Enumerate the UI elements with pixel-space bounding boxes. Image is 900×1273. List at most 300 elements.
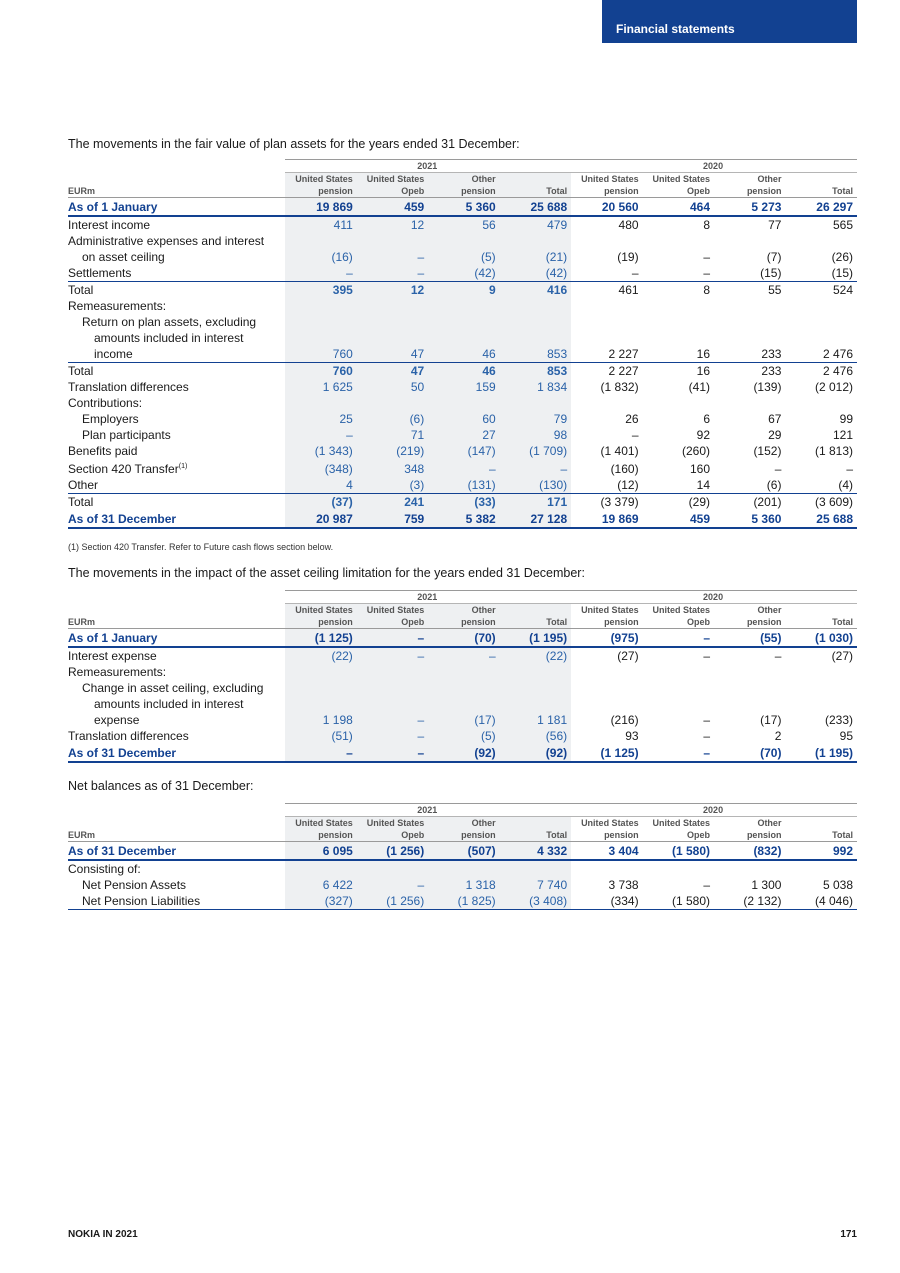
row-label: amounts included in interest — [94, 331, 244, 345]
cell-value: (1 125) — [285, 629, 356, 648]
cell-value — [714, 395, 785, 411]
cell-value: (70) — [714, 744, 785, 762]
cell-value — [785, 680, 857, 696]
cell-value: 416 — [500, 282, 571, 299]
row-label: Administrative expenses and interest — [68, 234, 265, 248]
cell-value: (1 832) — [600, 380, 639, 394]
column-header-top — [785, 604, 857, 617]
cell-value: (260) — [682, 444, 711, 458]
row-label: Employers — [82, 412, 139, 426]
cell-value: 46 — [428, 346, 499, 363]
cell-value: (2 132) — [714, 893, 785, 910]
column-header-top — [785, 817, 857, 830]
cell-value: 67 — [768, 412, 782, 426]
unit-label: EURm — [68, 616, 285, 629]
cell-value — [643, 233, 714, 249]
cell-value: (1 709) — [500, 443, 571, 459]
cell-value: (1 195) — [500, 629, 571, 648]
cell-value: 12 — [357, 282, 428, 299]
cell-value: – — [357, 647, 428, 664]
cell-value: – — [285, 744, 356, 762]
cell-value: 25 — [285, 411, 356, 427]
column-header: pension — [285, 829, 356, 842]
cell-value: (26) — [831, 250, 853, 264]
table-row — [68, 647, 857, 664]
cell-value: – — [774, 462, 782, 476]
column-header: Total — [785, 616, 857, 629]
column-header-top: United States — [652, 818, 711, 828]
table-row — [68, 712, 857, 728]
cell-value: 9 — [428, 282, 499, 299]
cell-value: 159 — [428, 379, 499, 395]
table-row — [68, 459, 857, 477]
table-row — [68, 510, 857, 528]
cell-value — [357, 314, 428, 330]
cell-value: (233) — [824, 713, 853, 727]
cell-value: 20 560 — [571, 198, 642, 217]
plan-assets-table — [68, 159, 857, 529]
cell-value — [571, 233, 642, 249]
column-header-top: Other — [428, 817, 499, 830]
cell-value: (19) — [617, 250, 639, 264]
table-row — [68, 216, 857, 233]
cell-value: 8 — [643, 282, 714, 299]
row-label: As of 31 December — [68, 744, 285, 762]
cell-value: 464 — [643, 198, 714, 217]
table-row — [68, 233, 857, 249]
cell-value: – — [774, 649, 782, 663]
row-label: As of 1 January — [68, 629, 285, 648]
column-header-top: Other — [428, 173, 499, 186]
cell-value: 27 128 — [500, 510, 571, 528]
cell-value — [571, 395, 642, 411]
column-header-top: United States — [581, 174, 639, 184]
column-header-top: United States — [357, 173, 428, 186]
cell-value — [285, 233, 356, 249]
row-label: Total — [68, 363, 285, 380]
cell-value — [714, 664, 785, 680]
cell-value: (3) — [357, 477, 428, 494]
row-label: Total — [68, 494, 285, 511]
cell-value: 1 181 — [500, 712, 571, 728]
cell-value: 47 — [357, 363, 428, 380]
column-header: Opeb — [357, 616, 428, 629]
column-header: Opeb — [357, 829, 428, 842]
column-header: pension — [571, 829, 642, 842]
cell-value — [357, 680, 428, 696]
cell-value: 92 — [696, 428, 711, 442]
cell-value: (1 580) — [643, 893, 714, 910]
cell-value: 95 — [839, 729, 853, 743]
table-row — [68, 877, 857, 893]
cell-value: 1 834 — [500, 379, 571, 395]
cell-value: 2 476 — [785, 363, 857, 380]
cell-value: 29 — [768, 428, 782, 442]
row-label: Settlements — [68, 266, 132, 280]
cell-value: 2 — [774, 729, 782, 743]
column-header: pension — [428, 616, 499, 629]
cell-value — [500, 860, 571, 877]
cell-value: – — [357, 728, 428, 744]
cell-value: (17) — [428, 712, 499, 728]
footnote: (1) Section 420 Transfer. Refer to Future cash flows section below. — [68, 542, 334, 552]
cell-value: (37) — [285, 494, 356, 511]
column-header-top: United States — [285, 173, 356, 186]
cell-value: (4 046) — [785, 893, 857, 910]
cell-value: 5 273 — [714, 198, 785, 217]
cell-value: – — [643, 629, 714, 648]
cell-value — [643, 680, 714, 696]
cell-value: 524 — [785, 282, 857, 299]
cell-value — [785, 233, 857, 249]
column-header-top — [500, 604, 571, 617]
footer-report-name: NOKIA IN 2021 — [68, 1229, 138, 1240]
row-label: Net Pension Liabilities — [68, 893, 285, 910]
cell-value: (12) — [617, 478, 639, 492]
cell-value: 1 318 — [428, 877, 499, 893]
cell-value — [428, 664, 499, 680]
table-row — [68, 842, 857, 861]
table-row — [68, 411, 857, 427]
cell-value: 14 — [696, 478, 711, 492]
row-label: income — [94, 347, 133, 361]
unit-label: EURm — [68, 829, 285, 842]
cell-value: (327) — [285, 893, 356, 910]
cell-value: – — [428, 459, 499, 477]
cell-value: (41) — [688, 380, 711, 394]
cell-value: (70) — [428, 629, 499, 648]
cell-value — [714, 860, 785, 877]
row-label: Remeasurements: — [68, 299, 167, 313]
cell-value — [785, 696, 857, 712]
cell-value: – — [357, 744, 428, 762]
cell-value — [357, 330, 428, 346]
cell-value: 459 — [357, 198, 428, 217]
column-header-top — [500, 817, 571, 830]
cell-value: 853 — [500, 363, 571, 380]
table-row — [68, 494, 857, 511]
cell-value: (152) — [753, 444, 782, 458]
table-row — [68, 893, 857, 910]
cell-value — [428, 696, 499, 712]
cell-value — [643, 298, 714, 314]
column-header-top: United States — [581, 605, 639, 615]
cell-value: (1 125) — [571, 744, 642, 762]
cell-value: – — [357, 265, 428, 282]
year-2021-header: 2021 — [285, 160, 571, 173]
column-header-top: Other — [428, 604, 499, 617]
cell-value: (16) — [285, 249, 356, 265]
table2-intro: The movements in the impact of the asset ceiling limitation for the years ended 31 December: — [68, 566, 585, 580]
row-label: Interest expense — [68, 649, 157, 663]
cell-value: (92) — [428, 744, 499, 762]
table-row — [68, 860, 857, 877]
section-tab — [602, 0, 857, 43]
cell-value: – — [846, 462, 853, 476]
row-label: Net Pension Assets — [82, 878, 187, 892]
year-2021-header: 2021 — [285, 804, 571, 817]
cell-value: (1 580) — [643, 842, 714, 861]
cell-value: 759 — [357, 510, 428, 528]
table-row — [68, 330, 857, 346]
column-header-top — [500, 173, 571, 186]
cell-value: (42) — [428, 265, 499, 282]
cell-value: (160) — [610, 462, 639, 476]
cell-value — [285, 860, 356, 877]
cell-value: (3 609) — [785, 494, 857, 511]
table-row — [68, 395, 857, 411]
cell-value: (507) — [428, 842, 499, 861]
row-label: Translation differences — [68, 729, 189, 743]
page-number: 171 — [840, 1229, 857, 1240]
cell-value: (56) — [500, 728, 571, 744]
table-row — [68, 363, 857, 380]
cell-value: – — [703, 878, 711, 892]
cell-value — [500, 233, 571, 249]
table-row — [68, 427, 857, 443]
cell-value: 5 360 — [714, 510, 785, 528]
cell-value — [500, 395, 571, 411]
column-header: Opeb — [643, 829, 714, 842]
cell-value: – — [631, 266, 639, 280]
cell-value: 5 382 — [428, 510, 499, 528]
cell-value: 479 — [500, 216, 571, 233]
cell-value — [643, 860, 714, 877]
section-title: Financial statements — [616, 22, 735, 36]
cell-value: 50 — [357, 379, 428, 395]
cell-value — [428, 314, 499, 330]
cell-value: (21) — [500, 249, 571, 265]
cell-value: 47 — [357, 346, 428, 363]
column-header-top: Other — [757, 605, 782, 615]
year-2020-header: 2020 — [571, 591, 857, 604]
column-header-top: Other — [757, 818, 782, 828]
column-header-top: United States — [357, 817, 428, 830]
column-header: pension — [714, 185, 785, 198]
cell-value: 461 — [571, 282, 642, 299]
cell-value — [285, 664, 356, 680]
cell-value — [357, 395, 428, 411]
table-row — [68, 744, 857, 762]
cell-value — [285, 298, 356, 314]
cell-value: – — [357, 249, 428, 265]
column-header: pension — [714, 829, 785, 842]
cell-value: (147) — [428, 443, 499, 459]
cell-value: 3 404 — [571, 842, 642, 861]
cell-value — [357, 233, 428, 249]
cell-value: 6 — [703, 412, 711, 426]
cell-value: (2 012) — [814, 380, 853, 394]
cell-value: (6) — [357, 411, 428, 427]
cell-value — [785, 314, 857, 330]
cell-value: 459 — [643, 510, 714, 528]
cell-value: 55 — [714, 282, 785, 299]
cell-value: 233 — [761, 347, 782, 361]
column-header-top: United States — [285, 604, 356, 617]
cell-value — [785, 395, 857, 411]
cell-value: – — [357, 629, 428, 648]
cell-value — [285, 680, 356, 696]
row-label: Section 420 Transfer$^{(1)}$ — [68, 462, 188, 476]
cell-value: 25 688 — [500, 198, 571, 217]
cell-value: 760 — [285, 346, 356, 363]
cell-value: – — [703, 250, 711, 264]
cell-value — [428, 860, 499, 877]
cell-value: 60 — [428, 411, 499, 427]
table-row — [68, 265, 857, 282]
cell-value: – — [285, 427, 356, 443]
table-row — [68, 696, 857, 712]
cell-value: (201) — [714, 494, 785, 511]
cell-value: (131) — [428, 477, 499, 494]
cell-value — [714, 330, 785, 346]
cell-value: (1 195) — [785, 744, 857, 762]
column-header-top — [785, 173, 857, 186]
cell-value: 93 — [625, 729, 639, 743]
cell-value: 760 — [285, 363, 356, 380]
cell-value: 348 — [357, 459, 428, 477]
cell-value: (1 030) — [785, 629, 857, 648]
cell-value — [428, 680, 499, 696]
asset-ceiling-table — [68, 590, 857, 763]
cell-value — [500, 314, 571, 330]
table-row — [68, 680, 857, 696]
table-row — [68, 664, 857, 680]
cell-value: (51) — [285, 728, 356, 744]
table-row — [68, 249, 857, 265]
cell-value: (92) — [500, 744, 571, 762]
cell-value — [500, 664, 571, 680]
cell-value: 19 869 — [571, 510, 642, 528]
cell-value — [357, 298, 428, 314]
cell-value: 71 — [357, 427, 428, 443]
cell-value: 56 — [428, 216, 499, 233]
cell-value: (29) — [643, 494, 714, 511]
row-label: expense — [94, 713, 140, 727]
cell-value: (832) — [714, 842, 785, 861]
cell-value: 395 — [285, 282, 356, 299]
cell-value: 99 — [839, 412, 853, 426]
cell-value: (7) — [766, 250, 782, 264]
column-header-top: United States — [652, 605, 711, 615]
row-label: Consisting of: — [68, 862, 141, 876]
row-label: Plan participants — [82, 428, 171, 442]
cell-value — [714, 696, 785, 712]
table-row — [68, 198, 857, 217]
cell-value: 241 — [357, 494, 428, 511]
cell-value: (975) — [571, 629, 642, 648]
unit-label: EURm — [68, 185, 285, 198]
cell-value: (27) — [617, 649, 639, 663]
cell-value — [357, 860, 428, 877]
column-header: Opeb — [357, 185, 428, 198]
column-header: pension — [285, 185, 356, 198]
column-header: Total — [500, 829, 571, 842]
row-label: As of 31 December — [68, 510, 285, 528]
cell-value: 26 297 — [785, 198, 857, 217]
cell-value: (5) — [428, 728, 499, 744]
column-header: Total — [785, 185, 857, 198]
cell-value: 171 — [500, 494, 571, 511]
cell-value — [428, 233, 499, 249]
cell-value: 46 — [428, 363, 499, 380]
year-2020-header: 2020 — [571, 804, 857, 817]
column-header: pension — [714, 616, 785, 629]
cell-value: (6) — [766, 478, 782, 492]
cell-value: – — [357, 877, 428, 893]
row-label: As of 31 December — [68, 842, 285, 861]
cell-value: 2 476 — [822, 347, 853, 361]
cell-value — [571, 860, 642, 877]
column-header: pension — [428, 185, 499, 198]
cell-value — [571, 664, 642, 680]
cell-value — [285, 395, 356, 411]
cell-value: (42) — [500, 265, 571, 282]
cell-value — [714, 314, 785, 330]
cell-value: (1 343) — [285, 443, 356, 459]
cell-value: – — [703, 266, 711, 280]
cell-value — [785, 664, 857, 680]
cell-value: – — [703, 649, 711, 663]
cell-value: 77 — [768, 218, 782, 232]
cell-value: 16 — [696, 347, 711, 361]
cell-value: 1 625 — [285, 379, 356, 395]
cell-value: 7 740 — [500, 877, 571, 893]
cell-value: (1 825) — [428, 893, 499, 910]
table-row — [68, 379, 857, 395]
table-row — [68, 346, 857, 363]
cell-value — [357, 664, 428, 680]
cell-value: 2 227 — [608, 347, 639, 361]
cell-value: (22) — [500, 647, 571, 664]
cell-value — [643, 330, 714, 346]
row-label: As of 1 January — [68, 198, 285, 217]
cell-value: 20 987 — [285, 510, 356, 528]
cell-value: 121 — [832, 428, 853, 442]
cell-value — [500, 680, 571, 696]
table3-intro: Net balances as of 31 December: — [68, 779, 254, 793]
cell-value: (1 401) — [600, 444, 639, 458]
cell-value: (5) — [428, 249, 499, 265]
cell-value — [571, 696, 642, 712]
cell-value: 1 300 — [751, 878, 782, 892]
column-header-top: Other — [757, 174, 782, 184]
cell-value: (1 256) — [357, 893, 428, 910]
year-2021-header: 2021 — [285, 591, 571, 604]
row-label: Remeasurements: — [68, 665, 167, 679]
column-header-top: United States — [357, 604, 428, 617]
cell-value: 853 — [500, 346, 571, 363]
cell-value — [785, 330, 857, 346]
table-row — [68, 443, 857, 459]
cell-value — [428, 298, 499, 314]
cell-value: 160 — [689, 462, 711, 476]
cell-value: 12 — [357, 216, 428, 233]
cell-value: – — [357, 712, 428, 728]
column-header: pension — [571, 185, 642, 198]
cell-value — [643, 314, 714, 330]
column-header-top: United States — [285, 817, 356, 830]
cell-value — [357, 696, 428, 712]
cell-value: 4 — [285, 477, 356, 494]
table-row — [68, 629, 857, 648]
column-header: pension — [571, 616, 642, 629]
cell-value: – — [643, 744, 714, 762]
cell-value: (334) — [571, 893, 642, 910]
cell-value: (15) — [760, 266, 782, 280]
cell-value: (348) — [285, 459, 356, 477]
cell-value: 411 — [285, 216, 356, 233]
